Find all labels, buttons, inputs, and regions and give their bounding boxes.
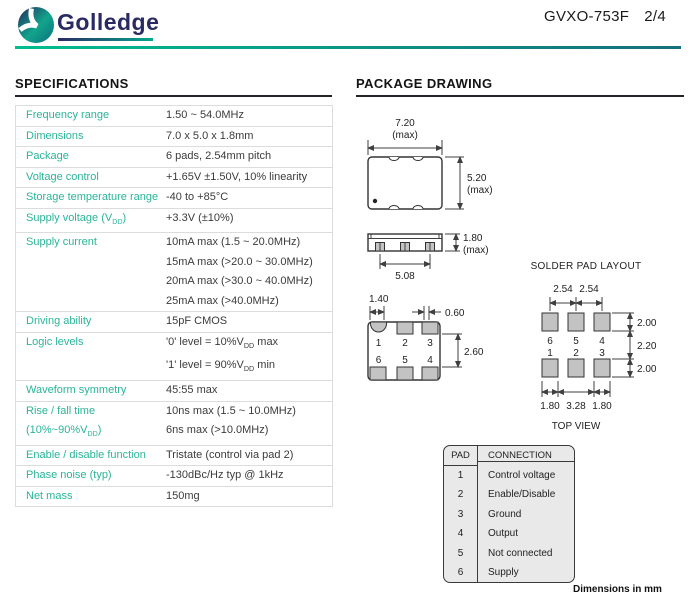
dim-notch-width: 0.60 xyxy=(445,308,465,319)
dim-package-height-qualifier: (max) xyxy=(467,185,493,196)
spec-value: 15pF CMOS xyxy=(166,315,228,328)
spec-row xyxy=(16,188,332,209)
package-drawing xyxy=(350,110,694,440)
pad-table-connection: Supply xyxy=(488,567,519,579)
pin-number: 6 xyxy=(547,336,553,347)
dim-solder-pad-width: 1.80 xyxy=(540,401,560,412)
dim-package-width-qualifier: (max) xyxy=(392,130,418,141)
pin-number: 1 xyxy=(547,348,553,359)
pad-table-connection: Output xyxy=(488,528,519,540)
solder-pad-3 xyxy=(594,359,610,377)
dim-pitch: 2.54 xyxy=(553,284,573,295)
part-number: GVXO-753F xyxy=(544,8,630,25)
spec-value: 15mA max (>20.0 ~ 30.0MHz) xyxy=(166,255,313,268)
top-view-label: TOP VIEW xyxy=(551,421,601,432)
pin-number: 2 xyxy=(402,338,408,349)
pin-number: 4 xyxy=(599,336,605,347)
package-drawing-rule xyxy=(356,95,684,97)
header-divider xyxy=(15,46,681,49)
dim-solder-span: 3.28 xyxy=(566,401,586,412)
specifications-table xyxy=(15,105,333,507)
golledge-logo-icon xyxy=(15,4,57,46)
pad-6 xyxy=(370,367,386,380)
spec-row xyxy=(16,233,332,312)
brand-name: Golledge xyxy=(57,9,160,35)
pad-3 xyxy=(422,322,438,334)
solder-pad-2 xyxy=(568,359,584,377)
pad-5 xyxy=(397,367,413,380)
page-number: 2/4 xyxy=(644,8,666,25)
specifications-rule xyxy=(15,95,332,97)
dim-solder-pad-width: 1.80 xyxy=(592,401,612,412)
spec-row xyxy=(16,487,332,508)
spec-value: 7.0 x 5.0 x 1.8mm xyxy=(166,129,254,142)
spec-label: Rise / fall time $(10\%\sim 90\%V_{DD})$ xyxy=(26,404,102,439)
dim-pad-row-gap: 2.60 xyxy=(464,347,484,358)
spec-value: 150mg xyxy=(166,489,200,502)
spec-label: Net mass xyxy=(26,489,73,502)
brand-underline xyxy=(58,38,153,41)
spec-value: 25mA max (>40.0MHz) xyxy=(166,294,279,307)
pin-number: 3 xyxy=(599,348,605,359)
spec-row xyxy=(16,209,332,234)
pin1-marker-dot xyxy=(373,199,377,203)
spec-row xyxy=(16,127,332,148)
pad-table-pad: 2 xyxy=(444,485,478,505)
dim-package-width: 7.20 xyxy=(395,118,415,129)
solder-pad-5 xyxy=(568,313,584,331)
spec-value: Tristate (control via pad 2) xyxy=(166,448,294,461)
pad-table-header-pad: PAD xyxy=(444,446,478,466)
spec-row xyxy=(16,168,332,189)
spec-value: 6 pads, 2.54mm pitch xyxy=(166,150,272,162)
pad-table-connection: Control voltage xyxy=(488,469,556,481)
pad-table-connection: Enable/Disable xyxy=(488,489,556,501)
spec-value: 6ns max (>10.0MHz) xyxy=(166,424,269,437)
doc-reference xyxy=(544,8,666,25)
spec-label: Driving ability xyxy=(26,315,92,328)
spec-label: Package xyxy=(26,150,69,162)
solder-pad-layout-title: SOLDER PAD LAYOUT xyxy=(530,261,642,272)
spec-value: 10ns max (1.5 ~ 10.0MHz) xyxy=(166,404,296,417)
pad-2 xyxy=(397,322,413,334)
spec-label: Enable / disable function xyxy=(26,448,146,461)
dim-package-thickness: 1.80 xyxy=(463,233,483,244)
solder-pad-1 xyxy=(542,359,558,377)
pin-number: 5 xyxy=(402,355,408,366)
spec-row xyxy=(16,333,332,381)
pad-table-connection: Ground xyxy=(488,508,522,520)
pin-number: 3 xyxy=(427,338,433,349)
spec-label: Phase noise (typ) xyxy=(26,469,112,482)
pin-number: 2 xyxy=(573,348,579,359)
solder-pad-6 xyxy=(542,313,558,331)
specifications-title: SPECIFICATIONS xyxy=(15,76,129,91)
spec-label: Storage temperature range xyxy=(26,191,159,203)
package-outline xyxy=(368,157,442,209)
spec-value: -40 to +85°C xyxy=(166,191,229,203)
spec-value: +3.3V (±10%) xyxy=(166,211,234,224)
spec-row xyxy=(16,466,332,487)
pad-table-header-connection: CONNECTION xyxy=(478,450,574,462)
spec-row xyxy=(16,446,332,467)
spec-value: +1.65V ±1.50V, 10% linearity xyxy=(166,170,308,183)
pin-number: 6 xyxy=(375,355,382,366)
spec-row xyxy=(16,381,332,402)
pad-connection-table xyxy=(443,445,575,583)
spec-value: 1.50 ~ 54.0MHz xyxy=(166,109,244,121)
spec-value: '1' level = $90\%V_{DD}$ min xyxy=(166,359,275,374)
dim-pitch: 2.54 xyxy=(579,284,599,295)
spec-value: -130dBc/Hz typ @ 1kHz xyxy=(166,469,284,482)
spec-label: Logic levels xyxy=(26,335,84,348)
dimensions-note: Dimensions in mm xyxy=(573,584,662,595)
dim-solder-pad-height: 2.00 xyxy=(637,364,657,375)
pad-4 xyxy=(422,367,438,380)
spec-value: 20mA max (>30.0 ~ 40.0MHz) xyxy=(166,275,313,288)
pin-number: 5 xyxy=(573,336,579,347)
spec-label: Frequency range xyxy=(26,109,110,121)
package-drawing-title: PACKAGE DRAWING xyxy=(356,76,493,91)
spec-row xyxy=(16,402,332,446)
dim-package-height: 5.20 xyxy=(467,173,487,184)
spec-value: '0' level = $10\%V_{DD}$ max xyxy=(166,335,279,350)
spec-row xyxy=(16,106,332,127)
spec-label: Voltage control xyxy=(26,170,99,183)
spec-row xyxy=(16,147,332,168)
pad-table-pad: 1 xyxy=(444,466,478,486)
pad-table-connection: Not connected xyxy=(488,547,553,559)
dim-pad-span: 5.08 xyxy=(395,271,415,282)
pin-number: 1 xyxy=(375,338,382,349)
pad-table-pad: 5 xyxy=(444,544,478,564)
spec-row xyxy=(16,312,332,333)
pad-table-pad: 6 xyxy=(444,563,478,583)
spec-value: 10mA max (1.5 ~ 20.0MHz) xyxy=(166,236,301,249)
spec-label: Waveform symmetry xyxy=(26,384,127,397)
pad-table-pad: 3 xyxy=(444,505,478,525)
pin-number: 4 xyxy=(427,355,433,366)
dim-solder-row-gap: 2.20 xyxy=(637,341,657,352)
spec-label: Dimensions xyxy=(26,129,84,142)
dim-solder-pad-height: 2.00 xyxy=(637,318,657,329)
dim-pad1-width: 1.40 xyxy=(369,294,389,305)
spec-label: Supply voltage $(V_{DD})$ xyxy=(26,211,127,226)
spec-value: 45:55 max xyxy=(166,384,218,397)
pad-table-pad: 4 xyxy=(444,524,478,544)
spec-label: Supply current xyxy=(26,236,97,249)
dim-package-thickness-qualifier: (max) xyxy=(463,245,489,256)
solder-pad-4 xyxy=(594,313,610,331)
